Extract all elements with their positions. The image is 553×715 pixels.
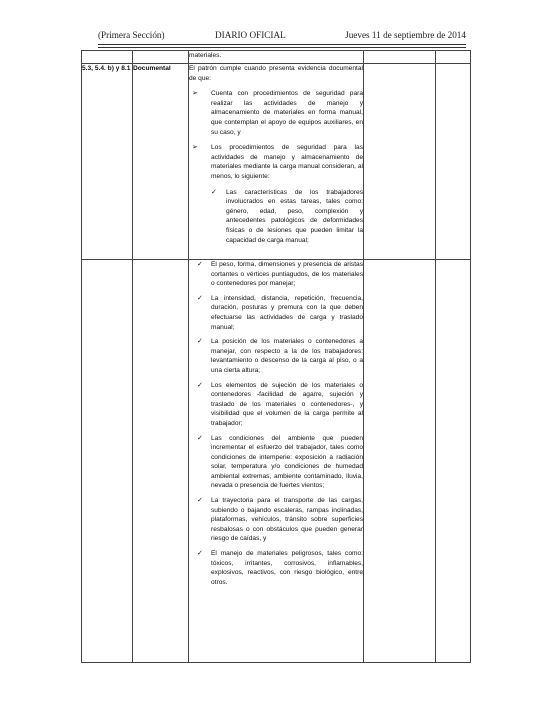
criteria-cell xyxy=(189,260,364,663)
list-item xyxy=(189,143,363,181)
list-item-text: Cuenta con procedimientos de seguridad para realizar las actividades de manejo y almacenamiento de materiales en forma manual, que contemplan el apoyo de equipos auxiliares, en su caso, y xyxy=(211,90,363,136)
header-publication: DIARIO OFICIAL xyxy=(215,30,286,40)
table-cell xyxy=(364,64,436,260)
list-item-text: La intensidad, distancia, repetición, frecuencia, duración, posturas y premura con la que deben efectuarse las actividades de carga y traslado manual; xyxy=(211,294,363,331)
table-cell xyxy=(436,51,471,64)
list-item-text: Los procedimientos de seguridad para las actividades de manejo y almacenamiento de materiales mediante la carga manual consideran, al menos, lo siguiente: xyxy=(211,144,363,180)
header-rule xyxy=(98,44,466,48)
checkmark-bullet-icon: ✓ xyxy=(197,381,203,389)
page-header xyxy=(98,30,466,44)
checkmark-bullet-icon: ✓ xyxy=(197,497,203,505)
criteria-cell xyxy=(189,64,364,260)
checkmark-bullet-icon: ✓ xyxy=(197,261,203,268)
table-row xyxy=(82,260,471,663)
list-item-text: El peso, forma, dimensiones y presencia de aristas cortantes o vértices puntiagudos, de los materiales o contenedores por manejar; xyxy=(211,261,363,288)
checkmark-bullet-icon: ✓ xyxy=(197,434,203,442)
table-cell xyxy=(133,260,189,663)
checkmark-bullet-icon: ✓ xyxy=(197,550,203,558)
table-cell xyxy=(82,51,133,64)
table-cell xyxy=(436,260,471,663)
list-item xyxy=(189,434,363,492)
evidence-type: Documental xyxy=(133,64,189,260)
list-item xyxy=(189,496,363,544)
list-item-text: Las características de los trabajadores involucrados en estas tareas, tales como: género, edad, peso, complexión y antecedentes patológicos de deformidades físicas o de lesiones que pueden limitar la capacidad de carga manual; xyxy=(226,188,363,244)
criteria-table xyxy=(81,50,471,663)
checkmark-bullet-icon: ✓ xyxy=(197,338,203,346)
header-section: (Primera Sección) xyxy=(98,30,165,40)
list-item-text: Las condiciones del ambiente que pueden incrementar el esfuerzo del trabajador, tales como condiciones de intemperie: exposición a radiación solar, temperatura y/o condiciones de humedad ambiental extremas, ambiente contaminado, lluvia, nevada o presencia de fuertes vientos; xyxy=(211,434,363,490)
list-item xyxy=(189,337,363,375)
list-item-text: Los elementos de sujeción de los materiales o contenedores -facilidad de agarre, sujeción y traslado de los materiales o contenedores-, y visibilidad que el volumen de la carga permite al trabajador; xyxy=(211,381,363,427)
continued-text: materiales. xyxy=(189,52,222,59)
list-item-text: La trayectoria para el transporte de las cargas, subiendo o bajando escaleras, rampas inclinadas, plataformas, vehículos, tránsito sobre superficies resbalosas o con obstáculos que pueden generar riesgo de caídas, y xyxy=(211,497,363,543)
table-row xyxy=(82,51,471,64)
list-item xyxy=(189,381,363,429)
list-item xyxy=(189,89,363,137)
table-cell xyxy=(364,51,436,64)
list-item-text: La posición de los materiales o contenedores a manejar, con respecto a la de los trabajadores: levantamiento o descenso de la carga al piso, o a una cierta altura; xyxy=(211,338,363,374)
table-cell xyxy=(436,64,471,260)
table-row xyxy=(82,64,471,260)
table-cell xyxy=(133,51,189,64)
list-item xyxy=(189,294,363,332)
list-item xyxy=(189,260,363,289)
checkmark-bullet-icon: ✓ xyxy=(197,294,203,302)
list-item xyxy=(189,188,363,246)
table-cell xyxy=(364,260,436,663)
table-cell xyxy=(82,260,133,663)
header-date: Jueves 11 de septiembre de 2014 xyxy=(345,30,466,40)
criteria-intro: El patrón cumple cuando presenta evidencia documental de que: xyxy=(189,65,363,82)
list-item xyxy=(189,549,363,587)
checkmark-bullet-icon: ✓ xyxy=(211,188,217,196)
section-reference: 5.3, 5.4. b) y 8.1 xyxy=(82,64,133,260)
arrow-bullet-icon: ➢ xyxy=(192,144,198,152)
list-item-text: El manejo de materiales peligrosos, tales como: tóxicos, irritantes, corrosivos, inflamables, explosivos, reactivos, con riesgo biológico, entre otros. xyxy=(211,550,363,586)
table-cell xyxy=(189,51,364,64)
arrow-bullet-icon: ➢ xyxy=(192,90,198,98)
